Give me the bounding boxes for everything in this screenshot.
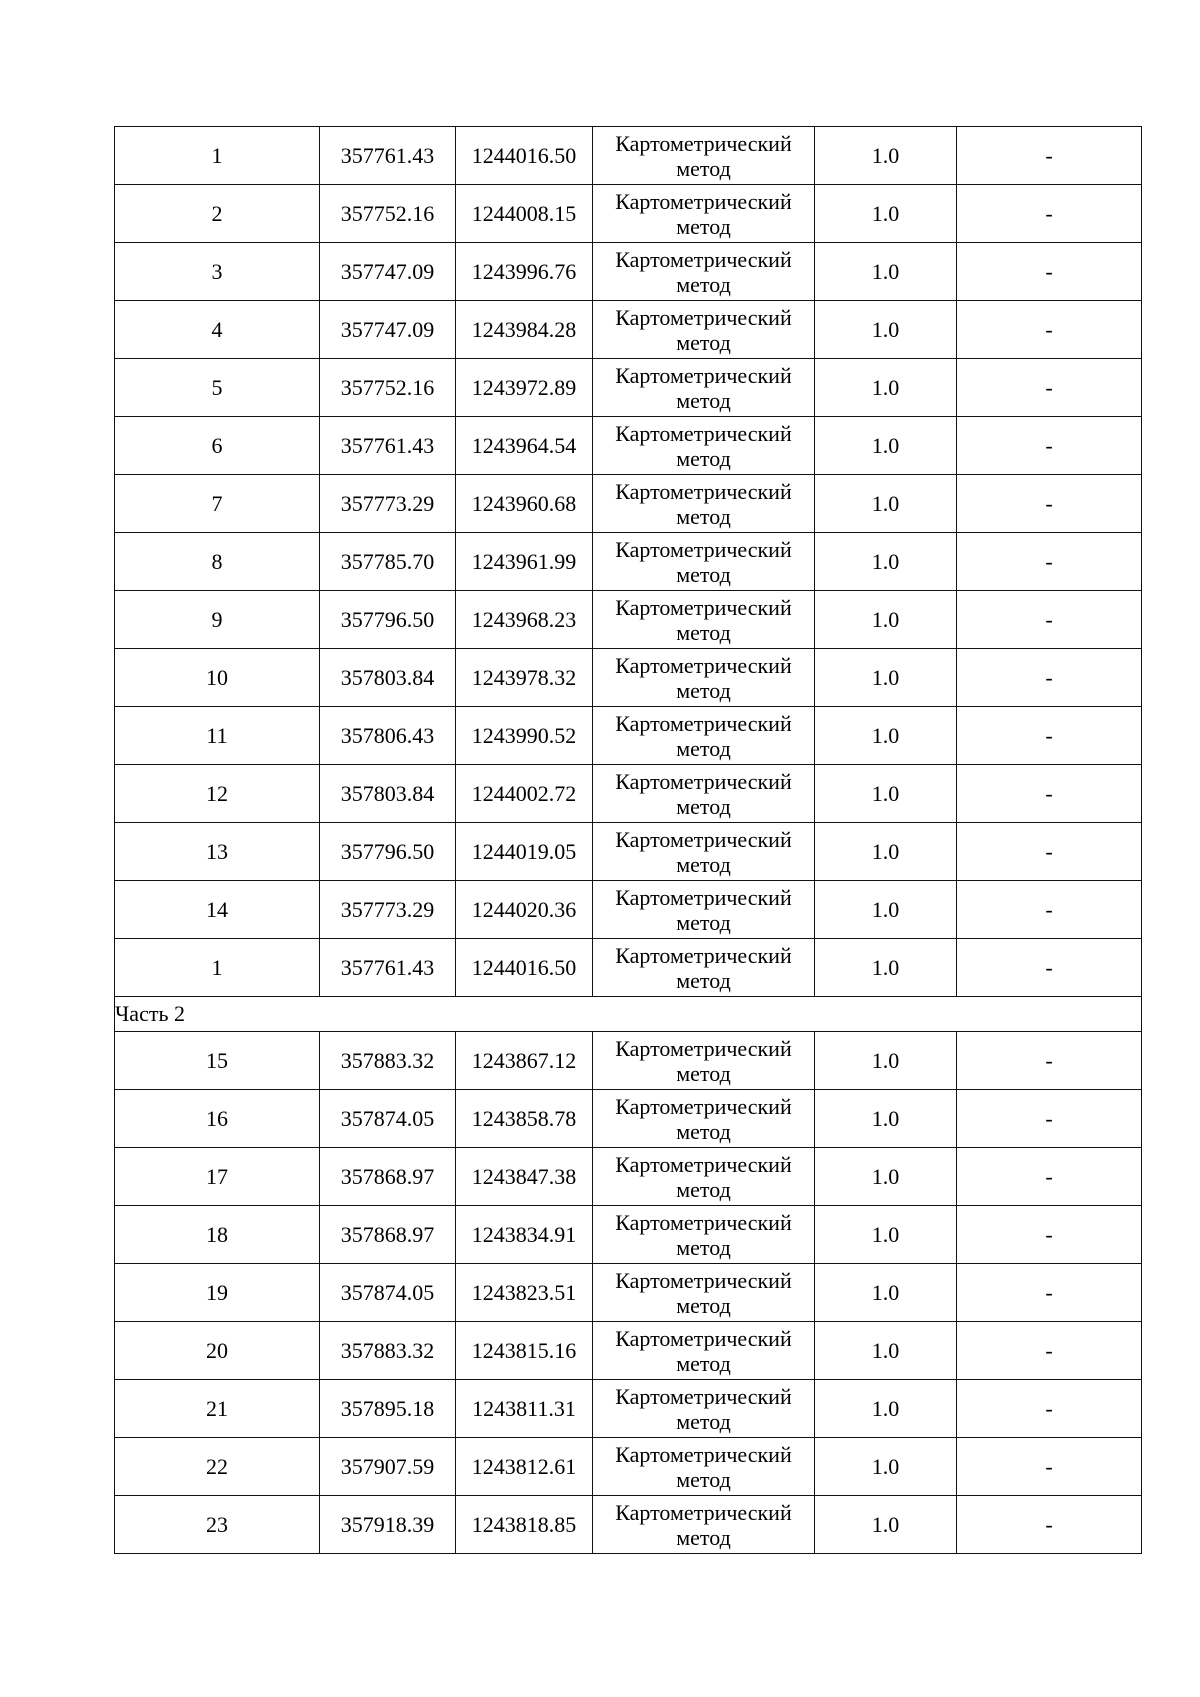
section-header-row bbox=[115, 997, 1142, 1032]
method-cell bbox=[593, 243, 815, 301]
x-coordinate-cell: 357907.59 bbox=[320, 1438, 456, 1496]
note-cell: - bbox=[957, 939, 1142, 997]
method-line-2: метод bbox=[676, 561, 731, 587]
method-cell bbox=[593, 1496, 815, 1554]
x-coordinate-cell: 357883.32 bbox=[320, 1322, 456, 1380]
method-line-2: метод bbox=[676, 503, 731, 529]
method-line-1: Картометрический bbox=[615, 768, 792, 794]
point-number-cell: 9 bbox=[115, 591, 320, 649]
method-line-2: метод bbox=[676, 329, 731, 355]
note-cell: - bbox=[957, 127, 1142, 185]
method-line-1: Картометрический bbox=[615, 478, 792, 504]
note-cell: - bbox=[957, 185, 1142, 243]
note-cell: - bbox=[957, 765, 1142, 823]
method-line-1: Картометрический bbox=[615, 710, 792, 736]
note-cell: - bbox=[957, 475, 1142, 533]
table-row bbox=[115, 1438, 1142, 1496]
table-row bbox=[115, 707, 1142, 765]
coordinates-table-body bbox=[115, 127, 1142, 1554]
x-coordinate-cell: 357785.70 bbox=[320, 533, 456, 591]
table-row bbox=[115, 475, 1142, 533]
note-cell: - bbox=[957, 707, 1142, 765]
section-label: Часть 2 bbox=[115, 997, 1142, 1032]
method-line-1: Картометрический bbox=[615, 1035, 792, 1061]
point-number-cell: 18 bbox=[115, 1206, 320, 1264]
point-number-cell: 2 bbox=[115, 185, 320, 243]
table-row bbox=[115, 1496, 1142, 1554]
x-coordinate-cell: 357747.09 bbox=[320, 301, 456, 359]
method-cell bbox=[593, 417, 815, 475]
method-line-2: метод bbox=[676, 1466, 731, 1492]
method-cell bbox=[593, 1438, 815, 1496]
accuracy-cell: 1.0 bbox=[815, 417, 957, 475]
note-cell: - bbox=[957, 1090, 1142, 1148]
method-line-1: Картометрический bbox=[615, 246, 792, 272]
accuracy-cell: 1.0 bbox=[815, 359, 957, 417]
accuracy-cell: 1.0 bbox=[815, 243, 957, 301]
y-coordinate-cell: 1243858.78 bbox=[456, 1090, 593, 1148]
method-line-1: Картометрический bbox=[615, 1441, 792, 1467]
table-row bbox=[115, 243, 1142, 301]
table-row bbox=[115, 823, 1142, 881]
method-line-1: Картометрический bbox=[615, 1093, 792, 1119]
method-line-2: метод bbox=[676, 213, 731, 239]
method-cell bbox=[593, 185, 815, 243]
y-coordinate-cell: 1243996.76 bbox=[456, 243, 593, 301]
table-row bbox=[115, 649, 1142, 707]
accuracy-cell: 1.0 bbox=[815, 649, 957, 707]
table-row bbox=[115, 1264, 1142, 1322]
accuracy-cell: 1.0 bbox=[815, 707, 957, 765]
accuracy-cell: 1.0 bbox=[815, 475, 957, 533]
point-number-cell: 10 bbox=[115, 649, 320, 707]
method-cell bbox=[593, 1090, 815, 1148]
method-line-1: Картометрический bbox=[615, 188, 792, 214]
accuracy-cell: 1.0 bbox=[815, 939, 957, 997]
note-cell: - bbox=[957, 881, 1142, 939]
x-coordinate-cell: 357806.43 bbox=[320, 707, 456, 765]
method-line-2: метод bbox=[676, 1408, 731, 1434]
note-cell: - bbox=[957, 533, 1142, 591]
table-row bbox=[115, 185, 1142, 243]
method-line-2: метод bbox=[676, 793, 731, 819]
note-cell: - bbox=[957, 1438, 1142, 1496]
point-number-cell: 8 bbox=[115, 533, 320, 591]
x-coordinate-cell: 357747.09 bbox=[320, 243, 456, 301]
method-line-1: Картометрический bbox=[615, 1151, 792, 1177]
y-coordinate-cell: 1243972.89 bbox=[456, 359, 593, 417]
accuracy-cell: 1.0 bbox=[815, 185, 957, 243]
method-line-2: метод bbox=[676, 1234, 731, 1260]
note-cell: - bbox=[957, 1206, 1142, 1264]
table-row bbox=[115, 1148, 1142, 1206]
table-row bbox=[115, 533, 1142, 591]
method-cell bbox=[593, 533, 815, 591]
y-coordinate-cell: 1243984.28 bbox=[456, 301, 593, 359]
method-cell bbox=[593, 823, 815, 881]
method-line-1: Картометрический bbox=[615, 1267, 792, 1293]
x-coordinate-cell: 357803.84 bbox=[320, 765, 456, 823]
table-row bbox=[115, 765, 1142, 823]
x-coordinate-cell: 357761.43 bbox=[320, 127, 456, 185]
table-row bbox=[115, 301, 1142, 359]
x-coordinate-cell: 357796.50 bbox=[320, 591, 456, 649]
note-cell: - bbox=[957, 1148, 1142, 1206]
y-coordinate-cell: 1244016.50 bbox=[456, 127, 593, 185]
note-cell: - bbox=[957, 359, 1142, 417]
table-row bbox=[115, 1322, 1142, 1380]
x-coordinate-cell: 357796.50 bbox=[320, 823, 456, 881]
point-number-cell: 5 bbox=[115, 359, 320, 417]
table-row bbox=[115, 359, 1142, 417]
point-number-cell: 6 bbox=[115, 417, 320, 475]
point-number-cell: 4 bbox=[115, 301, 320, 359]
x-coordinate-cell: 357895.18 bbox=[320, 1380, 456, 1438]
method-line-2: метод bbox=[676, 1524, 731, 1550]
y-coordinate-cell: 1244002.72 bbox=[456, 765, 593, 823]
method-cell bbox=[593, 765, 815, 823]
table-row bbox=[115, 127, 1142, 185]
x-coordinate-cell: 357752.16 bbox=[320, 185, 456, 243]
y-coordinate-cell: 1243815.16 bbox=[456, 1322, 593, 1380]
table-row bbox=[115, 417, 1142, 475]
note-cell: - bbox=[957, 417, 1142, 475]
note-cell: - bbox=[957, 591, 1142, 649]
y-coordinate-cell: 1244020.36 bbox=[456, 881, 593, 939]
x-coordinate-cell: 357803.84 bbox=[320, 649, 456, 707]
accuracy-cell: 1.0 bbox=[815, 301, 957, 359]
point-number-cell: 3 bbox=[115, 243, 320, 301]
point-number-cell: 22 bbox=[115, 1438, 320, 1496]
note-cell: - bbox=[957, 1264, 1142, 1322]
method-line-2: метод bbox=[676, 155, 731, 181]
method-line-1: Картометрический bbox=[615, 1325, 792, 1351]
y-coordinate-cell: 1243834.91 bbox=[456, 1206, 593, 1264]
method-line-2: метод bbox=[676, 851, 731, 877]
method-line-2: метод bbox=[676, 909, 731, 935]
method-cell bbox=[593, 1380, 815, 1438]
method-line-1: Картометрический bbox=[615, 594, 792, 620]
accuracy-cell: 1.0 bbox=[815, 1380, 957, 1438]
method-cell bbox=[593, 939, 815, 997]
table-row bbox=[115, 881, 1142, 939]
y-coordinate-cell: 1243964.54 bbox=[456, 417, 593, 475]
point-number-cell: 1 bbox=[115, 127, 320, 185]
accuracy-cell: 1.0 bbox=[815, 591, 957, 649]
point-number-cell: 17 bbox=[115, 1148, 320, 1206]
point-number-cell: 13 bbox=[115, 823, 320, 881]
y-coordinate-cell: 1243823.51 bbox=[456, 1264, 593, 1322]
coordinates-table bbox=[114, 126, 1142, 1554]
method-line-1: Картометрический bbox=[615, 652, 792, 678]
method-line-2: метод bbox=[676, 387, 731, 413]
method-cell bbox=[593, 1032, 815, 1090]
note-cell: - bbox=[957, 243, 1142, 301]
y-coordinate-cell: 1243847.38 bbox=[456, 1148, 593, 1206]
note-cell: - bbox=[957, 1032, 1142, 1090]
accuracy-cell: 1.0 bbox=[815, 881, 957, 939]
method-line-2: метод bbox=[676, 967, 731, 993]
x-coordinate-cell: 357752.16 bbox=[320, 359, 456, 417]
point-number-cell: 14 bbox=[115, 881, 320, 939]
accuracy-cell: 1.0 bbox=[815, 533, 957, 591]
x-coordinate-cell: 357868.97 bbox=[320, 1148, 456, 1206]
accuracy-cell: 1.0 bbox=[815, 1322, 957, 1380]
y-coordinate-cell: 1243811.31 bbox=[456, 1380, 593, 1438]
method-cell bbox=[593, 1322, 815, 1380]
method-cell bbox=[593, 301, 815, 359]
y-coordinate-cell: 1243812.61 bbox=[456, 1438, 593, 1496]
x-coordinate-cell: 357874.05 bbox=[320, 1090, 456, 1148]
accuracy-cell: 1.0 bbox=[815, 1206, 957, 1264]
accuracy-cell: 1.0 bbox=[815, 1090, 957, 1148]
y-coordinate-cell: 1243968.23 bbox=[456, 591, 593, 649]
table-row bbox=[115, 1032, 1142, 1090]
method-cell bbox=[593, 881, 815, 939]
y-coordinate-cell: 1244008.15 bbox=[456, 185, 593, 243]
method-line-1: Картометрический bbox=[615, 826, 792, 852]
method-line-2: метод bbox=[676, 445, 731, 471]
point-number-cell: 12 bbox=[115, 765, 320, 823]
point-number-cell: 19 bbox=[115, 1264, 320, 1322]
x-coordinate-cell: 357761.43 bbox=[320, 417, 456, 475]
method-line-1: Картометрический bbox=[615, 536, 792, 562]
accuracy-cell: 1.0 bbox=[815, 1032, 957, 1090]
method-line-2: метод bbox=[676, 271, 731, 297]
y-coordinate-cell: 1243818.85 bbox=[456, 1496, 593, 1554]
x-coordinate-cell: 357918.39 bbox=[320, 1496, 456, 1554]
method-cell bbox=[593, 591, 815, 649]
method-line-1: Картометрический bbox=[615, 362, 792, 388]
accuracy-cell: 1.0 bbox=[815, 823, 957, 881]
method-line-1: Картометрический bbox=[615, 420, 792, 446]
method-line-2: метод bbox=[676, 735, 731, 761]
x-coordinate-cell: 357773.29 bbox=[320, 475, 456, 533]
method-line-2: метод bbox=[676, 1350, 731, 1376]
method-line-2: метод bbox=[676, 677, 731, 703]
point-number-cell: 21 bbox=[115, 1380, 320, 1438]
table-row bbox=[115, 1090, 1142, 1148]
note-cell: - bbox=[957, 301, 1142, 359]
method-line-1: Картометрический bbox=[615, 1499, 792, 1525]
method-line-1: Картометрический bbox=[615, 942, 792, 968]
point-number-cell: 20 bbox=[115, 1322, 320, 1380]
note-cell: - bbox=[957, 823, 1142, 881]
y-coordinate-cell: 1243867.12 bbox=[456, 1032, 593, 1090]
table-row bbox=[115, 1380, 1142, 1438]
method-line-2: метод bbox=[676, 1176, 731, 1202]
point-number-cell: 1 bbox=[115, 939, 320, 997]
method-line-1: Картометрический bbox=[615, 1383, 792, 1409]
note-cell: - bbox=[957, 649, 1142, 707]
accuracy-cell: 1.0 bbox=[815, 1438, 957, 1496]
table-row bbox=[115, 939, 1142, 997]
method-cell bbox=[593, 649, 815, 707]
method-line-1: Картометрический bbox=[615, 1209, 792, 1235]
method-line-1: Картометрический bbox=[615, 304, 792, 330]
point-number-cell: 7 bbox=[115, 475, 320, 533]
table-row bbox=[115, 1206, 1142, 1264]
table-row bbox=[115, 591, 1142, 649]
note-cell: - bbox=[957, 1322, 1142, 1380]
x-coordinate-cell: 357868.97 bbox=[320, 1206, 456, 1264]
point-number-cell: 16 bbox=[115, 1090, 320, 1148]
method-cell bbox=[593, 707, 815, 765]
x-coordinate-cell: 357773.29 bbox=[320, 881, 456, 939]
point-number-cell: 11 bbox=[115, 707, 320, 765]
y-coordinate-cell: 1243960.68 bbox=[456, 475, 593, 533]
method-line-2: метод bbox=[676, 1118, 731, 1144]
point-number-cell: 15 bbox=[115, 1032, 320, 1090]
accuracy-cell: 1.0 bbox=[815, 765, 957, 823]
accuracy-cell: 1.0 bbox=[815, 1496, 957, 1554]
method-cell bbox=[593, 127, 815, 185]
method-line-2: метод bbox=[676, 1060, 731, 1086]
note-cell: - bbox=[957, 1380, 1142, 1438]
method-cell bbox=[593, 1148, 815, 1206]
y-coordinate-cell: 1244019.05 bbox=[456, 823, 593, 881]
method-line-2: метод bbox=[676, 1292, 731, 1318]
accuracy-cell: 1.0 bbox=[815, 1264, 957, 1322]
method-cell bbox=[593, 1264, 815, 1322]
method-line-1: Картометрический bbox=[615, 884, 792, 910]
x-coordinate-cell: 357874.05 bbox=[320, 1264, 456, 1322]
point-number-cell: 23 bbox=[115, 1496, 320, 1554]
method-line-2: метод bbox=[676, 619, 731, 645]
note-cell: - bbox=[957, 1496, 1142, 1554]
method-cell bbox=[593, 475, 815, 533]
accuracy-cell: 1.0 bbox=[815, 1148, 957, 1206]
method-cell bbox=[593, 359, 815, 417]
y-coordinate-cell: 1243961.99 bbox=[456, 533, 593, 591]
y-coordinate-cell: 1243978.32 bbox=[456, 649, 593, 707]
method-line-1: Картометрический bbox=[615, 130, 792, 156]
method-cell bbox=[593, 1206, 815, 1264]
x-coordinate-cell: 357883.32 bbox=[320, 1032, 456, 1090]
y-coordinate-cell: 1244016.50 bbox=[456, 939, 593, 997]
y-coordinate-cell: 1243990.52 bbox=[456, 707, 593, 765]
accuracy-cell: 1.0 bbox=[815, 127, 957, 185]
x-coordinate-cell: 357761.43 bbox=[320, 939, 456, 997]
